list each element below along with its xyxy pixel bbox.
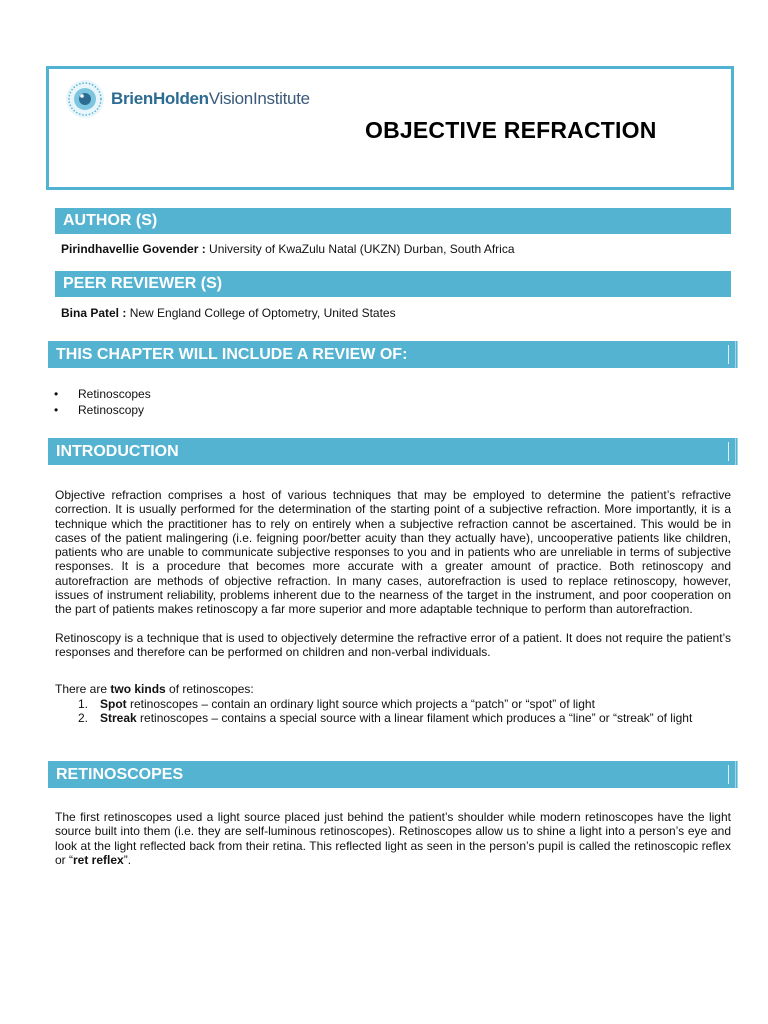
introduction-heading: INTRODUCTION xyxy=(48,438,738,465)
introduction-paragraph-1: Objective refraction comprises a host of various techniques that may be employed to determine the patient’s refractive correction. It is usually performed for the determination of the starting point of a subjective refraction. More importantly, it is a technique which the practitioner has to rely on entirely when a subjective refraction cannot be ascertained. This would be in cases of the patient malingering (i.e. feigning poor/better acuity than they actually have), uncooperative patients like children, patients who are unable to communicate subjective responses to you and in patients who are unreliable in terms of subjective responses. It is a procedure that becomes more accurate with a greater amount of practice. Both retinoscopy and autorefraction are methods of objective refraction. In many cases, autorefraction is used to replace retinoscopy, however, issues of instrument reliability, problems inherent due to the nearness of the target in the instrument, and poor cooperation on the part of patients makes retinoscopy a far more superior and more adaptable technique to perform than autorefraction. xyxy=(55,488,731,617)
authors-heading: AUTHOR (S) xyxy=(55,208,731,234)
review-list xyxy=(54,386,654,418)
retinoscopes-heading: RETINOSCOPES xyxy=(48,761,738,788)
institute-logo xyxy=(65,79,310,119)
eye-logo-icon xyxy=(65,79,105,119)
list-item: • Retinoscopy xyxy=(54,402,654,418)
review-heading: THIS CHAPTER WILL INCLUDE A REVIEW OF: xyxy=(48,341,738,368)
retinoscope-kinds-intro: There are two kinds of retinoscopes: xyxy=(55,682,254,696)
author-affiliation: University of KwaZulu Natal (UKZN) Durban, South Africa xyxy=(205,242,515,256)
reviewer-name: Bina Patel : xyxy=(61,306,127,320)
introduction-paragraph-2: Retinoscopy is a technique that is used to objectively determine the refractive error of a patient. It does not require the patient’s responses and therefore can be performed on children and non-verbal individuals. xyxy=(55,631,731,660)
author-name: Pirindhavellie Govender : xyxy=(61,242,206,256)
document-title: OBJECTIVE REFRACTION xyxy=(365,117,657,143)
list-item: 1. Spot retinoscopes – contain an ordinary light source which projects a “patch” or “spot” of light xyxy=(78,697,595,711)
header-box xyxy=(46,66,734,190)
list-item: 2. Streak retinoscopes – contains a special source with a linear filament which produces a “line” or “streak” of light xyxy=(78,711,693,726)
retinoscope-kinds-list xyxy=(78,697,718,726)
reviewer-affiliation: New England College of Optometry, United States xyxy=(126,306,396,320)
logo-text: BrienHoldenVisionInstitute xyxy=(111,89,310,108)
reviewers-heading: PEER REVIEWER (S) xyxy=(55,271,731,297)
retinoscopes-paragraph: The first retinoscopes used a light source placed just behind the patient’s shoulder while modern retinoscopes have the light source built into them (i.e. they are self-luminous retinoscopes). Retinoscopes allow us to shine a light into a person’s eye and look at the light reflected back from their retina. This reflected light as seen in the person’s pupil is called the retinoscopic reflex or “ret reflex”. xyxy=(55,810,731,867)
author-line xyxy=(61,242,731,256)
reviewer-line xyxy=(61,306,731,320)
list-item: • Retinoscopes xyxy=(54,386,654,402)
